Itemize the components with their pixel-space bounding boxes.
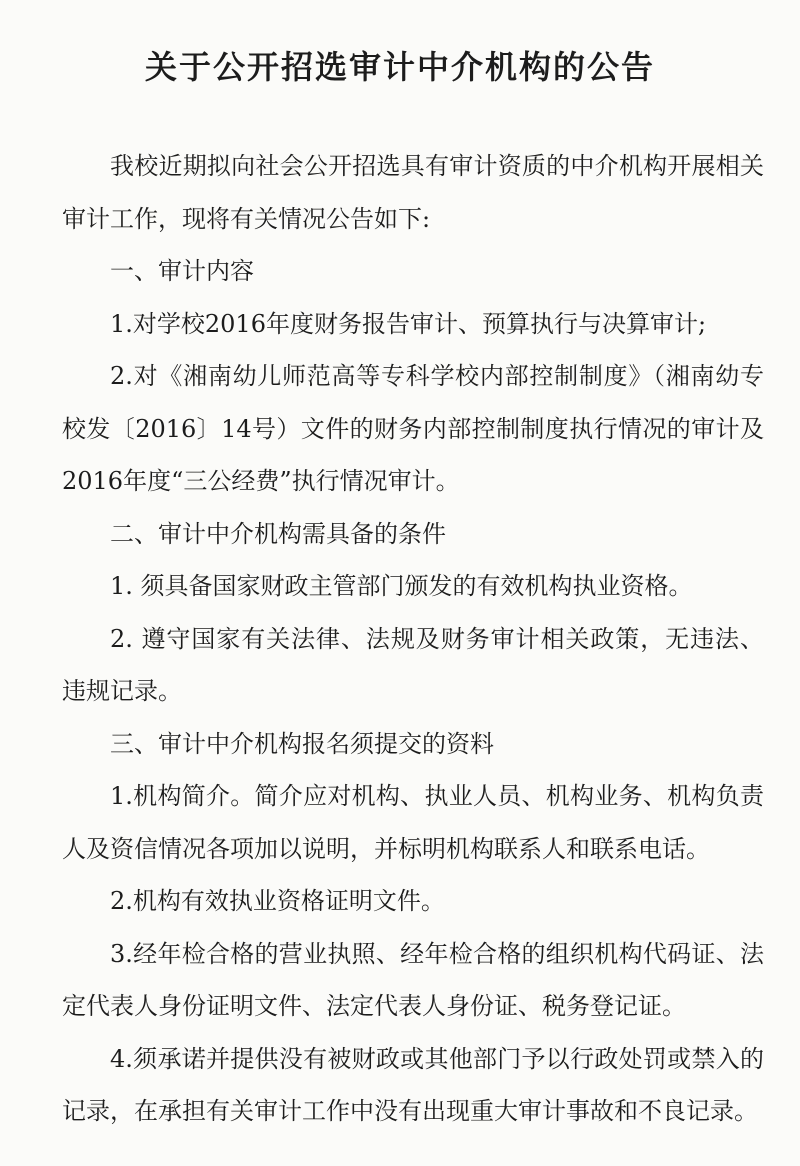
list-item: 2. 遵守国家有关法律、法规及财务审计相关政策，无违法、违规记录。 [62,624,764,705]
document-body [0,140,800,1138]
list-item: 4.须承诺并提供没有被财政或其他部门予以行政处罚或禁入的记录，在承担有关审计工作中没有出现重大审计事故和不良记录。 [62,1044,764,1125]
section-heading-audit-content: 一、审计内容 [110,257,254,285]
list-item: 1. 须具备国家财政主管部门颁发的有效机构执业资格。 [110,572,693,600]
list-item: 2.机构有效执业资格证明文件。 [110,887,445,915]
document-title: 关于公开招选审计中介机构的公告 [144,48,655,86]
list-item: 2.对《湘南幼儿师范高等专科学校内部控制制度》（湘南幼专校发〔2016〕14号）文件的财务内部控制制度执行情况的审计及2016年度“三公经费”执行情况审计。 [62,362,764,495]
section-heading-materials: 三、审计中介机构报名须提交的资料 [110,729,494,758]
section-heading-requirements: 二、审计中介机构需具备的条件 [110,519,446,548]
list-item: 1.机构简介。简介应对机构、执业人员、机构业务、机构负责人及资信情况各项加以说明，并标明机构联系人和联系电话。 [62,782,764,863]
intro-paragraph: 我校近期拟向社会公开招选具有审计资质的中介机构开展相关审计工作，现将有关情况公告如下: [62,152,764,233]
list-item: 3.经年检合格的营业执照、经年检合格的组织机构代码证、法定代表人身份证明文件、法定代表人身份证、税务登记证。 [62,939,764,1020]
list-item: 1.对学校2016年度财务报告审计、预算执行与决算审计; [110,309,707,338]
